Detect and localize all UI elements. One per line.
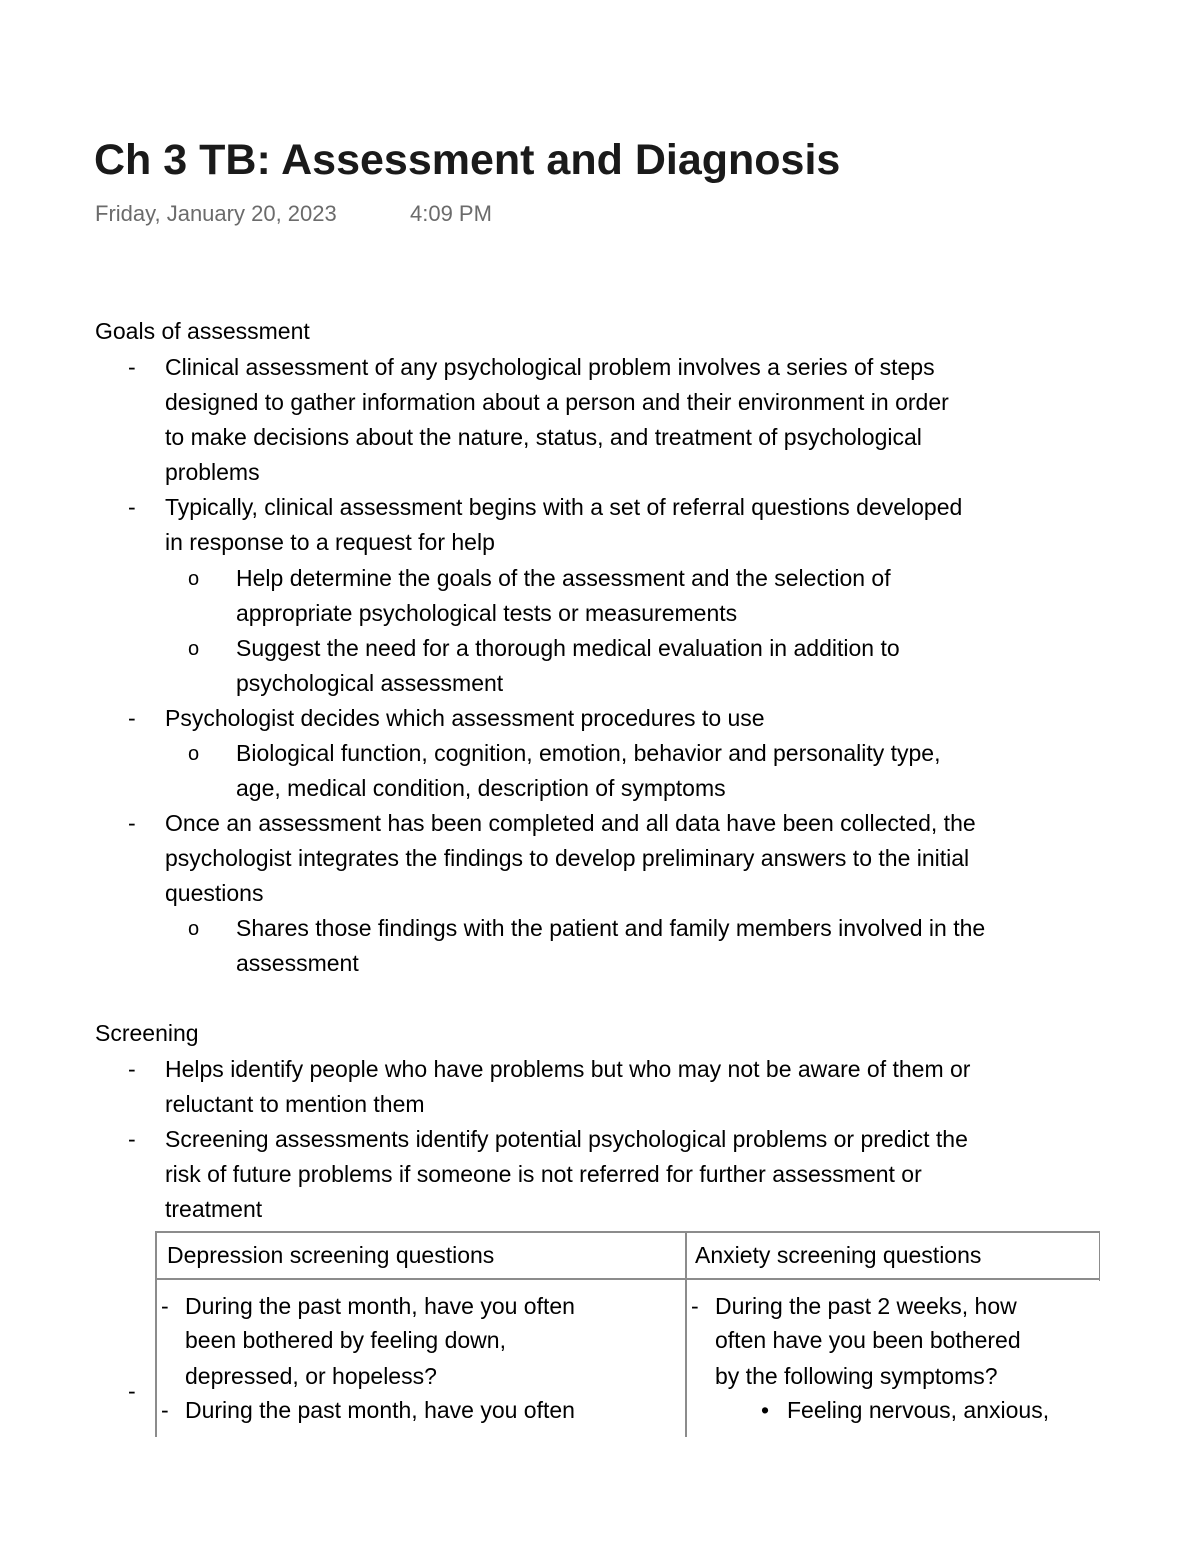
list-item-continued: to make decisions about the nature, status, and treatment of psychological [165, 424, 922, 450]
table-cell-line: During the past month, have you often [185, 1397, 575, 1423]
dash-bullet: - [161, 1397, 169, 1423]
sub-list-item-continued: age, medical condition, description of symptoms [236, 775, 726, 801]
section-heading-screening: Screening [95, 1020, 199, 1046]
circle-bullet: o [188, 918, 200, 940]
page-title: Ch 3 TB: Assessment and Diagnosis [94, 136, 841, 184]
table-column-divider [685, 1233, 687, 1437]
list-item-continued: psychologist integrates the findings to develop preliminary answers to the initial [165, 845, 970, 871]
dash-bullet: - [128, 1378, 136, 1404]
section-heading-goals: Goals of assessment [95, 318, 310, 344]
table-cell-line: Feeling nervous, anxious, [787, 1397, 1050, 1423]
list-item: Once an assessment has been completed and all data have been collected, the [165, 810, 976, 836]
list-item: Typically, clinical assessment begins with a set of referral questions developed [165, 494, 963, 520]
list-item: Screening assessments identify potential psychological problems or predict the [165, 1126, 968, 1152]
circle-bullet: o [188, 568, 200, 590]
list-item-continued: risk of future problems if someone is not referred for further assessment or [165, 1161, 922, 1187]
circle-bullet: o [188, 638, 200, 660]
table-cell-line: often have you been bothered [715, 1327, 1021, 1353]
list-item-continued: designed to gather information about a person and their environment in order [165, 389, 949, 415]
dash-bullet: - [128, 1126, 136, 1152]
sub-list-item: Help determine the goals of the assessment and the selection of [236, 565, 891, 591]
sub-list-item-continued: appropriate psychological tests or measurements [236, 600, 738, 626]
table-cell-line: During the past month, have you often [185, 1293, 575, 1319]
table-cell-line: by the following symptoms? [715, 1363, 998, 1389]
table-cell-line: During the past 2 weeks, how [715, 1293, 1017, 1319]
list-item-continued: in response to a request for help [165, 529, 495, 555]
dash-bullet: - [128, 705, 136, 731]
table-cell-line: depressed, or hopeless? [185, 1363, 437, 1389]
table-cell-line: been bothered by feeling down, [185, 1327, 506, 1353]
dash-bullet: - [691, 1293, 699, 1319]
dash-bullet: - [161, 1293, 169, 1319]
list-item-continued: reluctant to mention them [165, 1091, 425, 1117]
sub-list-item-continued: assessment [236, 950, 359, 976]
page-date: Friday, January 20, 2023 [95, 201, 337, 226]
table-header-depression: Depression screening questions [167, 1242, 495, 1268]
table-header-divider [157, 1278, 1100, 1280]
list-item: Clinical assessment of any psychological problem involves a series of steps [165, 354, 935, 380]
circle-bullet: o [188, 743, 200, 765]
screening-table [155, 1231, 1100, 1437]
sub-list-item: Biological function, cognition, emotion, behavior and personality type, [236, 740, 941, 766]
list-item: Psychologist decides which assessment procedures to use [165, 705, 765, 731]
table-header-anxiety: Anxiety screening questions [695, 1242, 982, 1268]
sub-list-item: Suggest the need for a thorough medical evaluation in addition to [236, 635, 900, 661]
list-item-continued: treatment [165, 1196, 263, 1222]
page-time: 4:09 PM [410, 201, 492, 226]
dot-bullet: • [761, 1397, 770, 1423]
dash-bullet: - [128, 494, 136, 520]
dash-bullet: - [128, 1056, 136, 1082]
dash-bullet: - [128, 354, 136, 380]
list-item-continued: questions [165, 880, 264, 906]
list-item: Helps identify people who have problems but who may not be aware of them or [165, 1056, 971, 1082]
sub-list-item-continued: psychological assessment [236, 670, 504, 696]
table-right-border [1099, 1233, 1100, 1281]
dash-bullet: - [128, 810, 136, 836]
list-item-continued: problems [165, 459, 260, 485]
sub-list-item: Shares those findings with the patient and family members involved in the [236, 915, 986, 941]
